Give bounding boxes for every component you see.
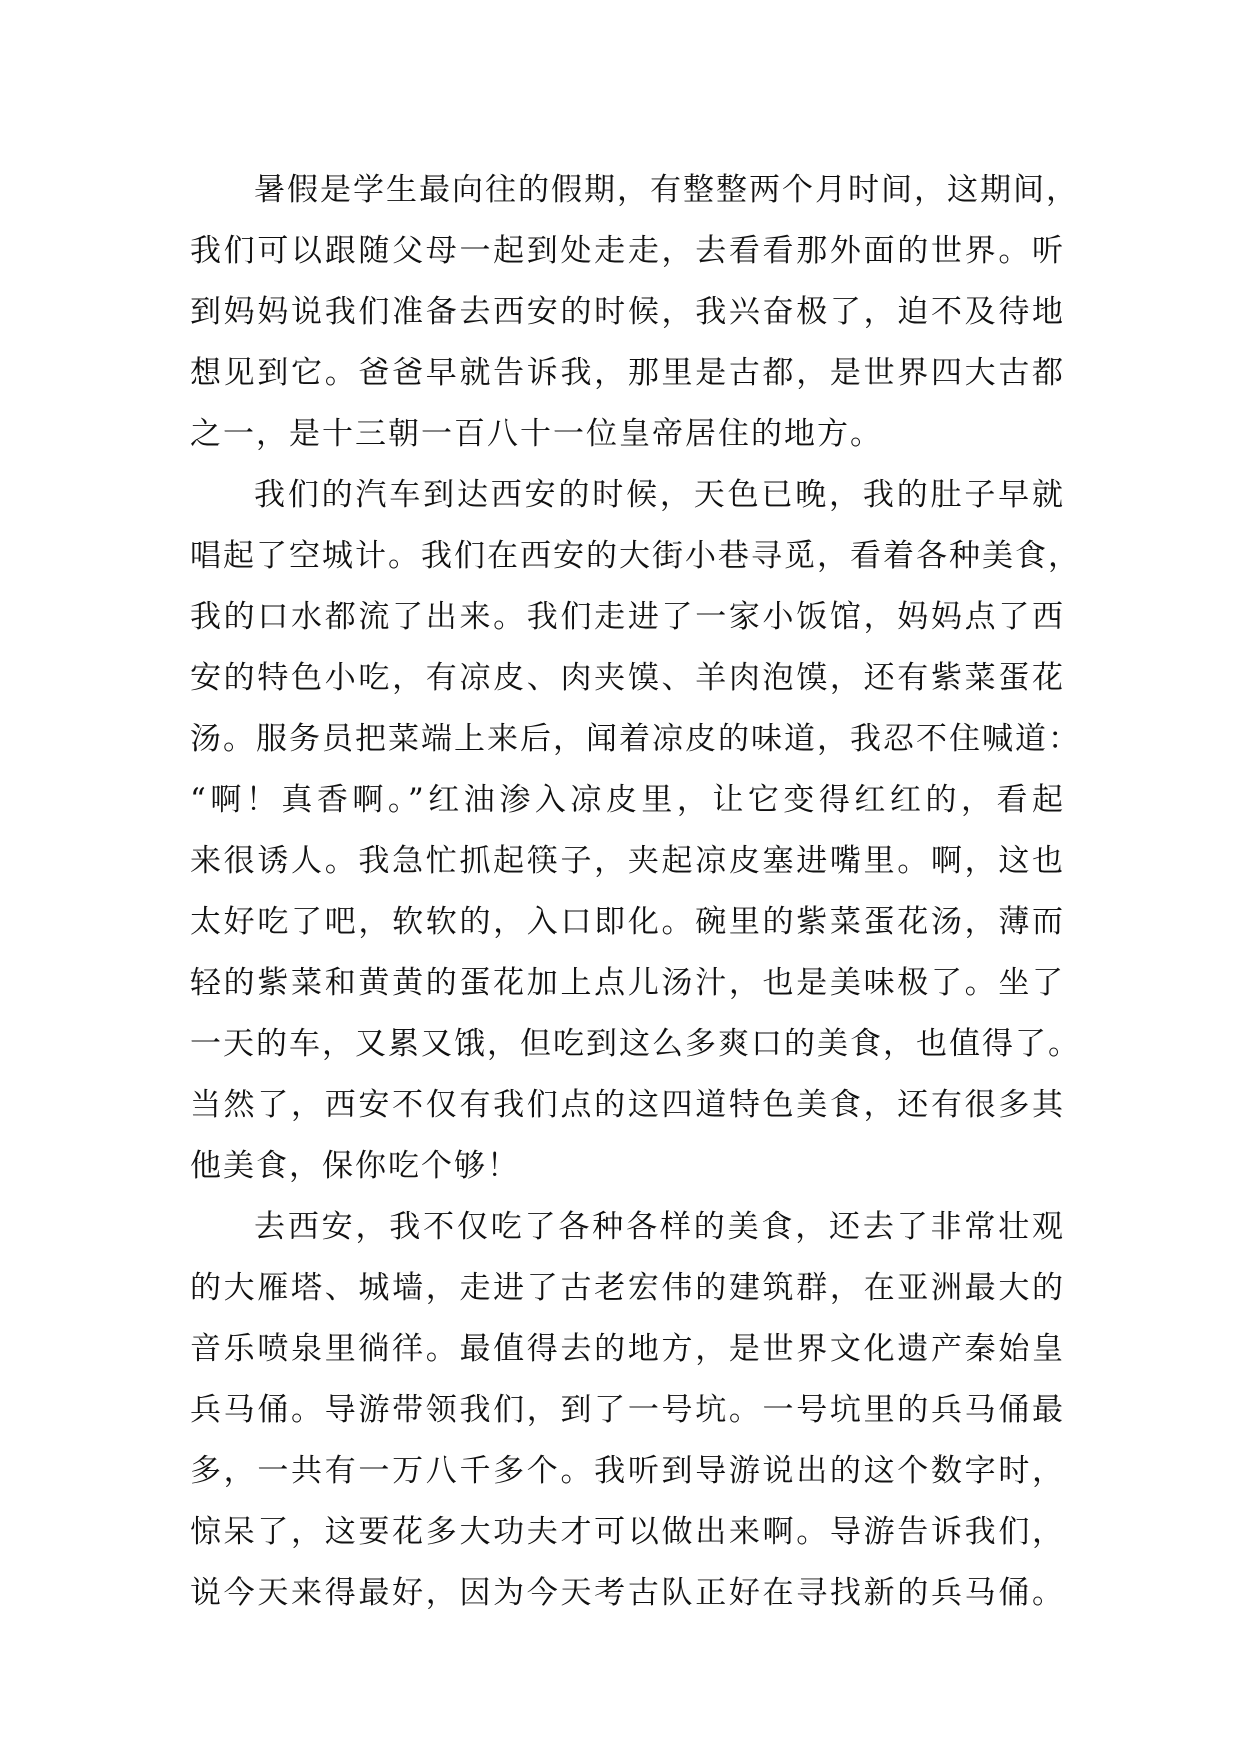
text-line: 到妈妈说我们准备去西安的时候，我兴奋极了，迫不及待地 xyxy=(190,294,1065,330)
text-line: 汤。服务员把菜端上来后，闻着凉皮的味道，我忍不住喊道： xyxy=(190,721,1081,757)
paragraph-1 xyxy=(190,160,1079,465)
text-line: 音乐喷泉里徜徉。最值得去的地方，是世界文化遗产秦始皇 xyxy=(190,1331,1065,1367)
text-line: 说今天来得最好，因为今天考古队正好在寻找新的兵马俑。 xyxy=(190,1575,1065,1611)
text-line: 太好吃了吧，软软的，入口即化。碗里的紫菜蛋花汤，薄而 xyxy=(190,904,1065,940)
text-line: 一天的车，又累又饿，但吃到这么多爽口的美食，也值得了。 xyxy=(190,1026,1081,1062)
text-line: 我们的汽车到达西安的时候，天色已晚，我的肚子早就 xyxy=(254,477,1065,513)
text-line: “啊！真香啊。”红油渗入凉皮里，让它变得红红的，看起 xyxy=(190,782,1065,818)
text-line: 我们可以跟随父母一起到处走走，去看看那外面的世界。听 xyxy=(190,233,1065,269)
text-line: 安的特色小吃，有凉皮、肉夹馍、羊肉泡馍，还有紫菜蛋花 xyxy=(190,660,1065,696)
text-line: 去西安，我不仅吃了各种各样的美食，还去了非常壮观 xyxy=(254,1209,1065,1245)
text-line: 来很诱人。我急忙抓起筷子，夹起凉皮塞进嘴里。啊，这也 xyxy=(190,843,1065,879)
text-line: 轻的紫菜和黄黄的蛋花加上点儿汤汁，也是美味极了。坐了 xyxy=(190,965,1065,1001)
paragraph-3 xyxy=(190,1197,1065,1624)
paragraph-2 xyxy=(190,465,1081,1197)
text-line: 当然了，西安不仅有我们点的这四道特色美食，还有很多其 xyxy=(190,1087,1065,1123)
text-line: 多，一共有一万八千多个。我听到导游说出的这个数字时， xyxy=(190,1453,1065,1489)
text-line: 想见到它。爸爸早就告诉我，那里是古都，是世界四大古都 xyxy=(190,355,1065,391)
text-line: 的大雁塔、城墙，走进了古老宏伟的建筑群，在亚洲最大的 xyxy=(190,1270,1065,1306)
text-line: 暑假是学生最向往的假期，有整整两个月时间，这期间， xyxy=(254,172,1079,208)
text-line: 兵马俑。导游带领我们，到了一号坑。一号坑里的兵马俑最 xyxy=(190,1392,1065,1428)
text-line: 我的口水都流了出来。我们走进了一家小饭馆，妈妈点了西 xyxy=(190,599,1065,635)
text-line: 他美食，保你吃个够！ xyxy=(190,1148,520,1184)
text-line: 惊呆了，这要花多大功夫才可以做出来啊。导游告诉我们， xyxy=(190,1514,1065,1550)
text-line: 唱起了空城计。我们在西安的大街小巷寻觅，看着各种美食， xyxy=(190,538,1081,574)
text-line: 之一，是十三朝一百八十一位皇帝居住的地方。 xyxy=(190,416,883,452)
document-body xyxy=(190,160,1081,1624)
